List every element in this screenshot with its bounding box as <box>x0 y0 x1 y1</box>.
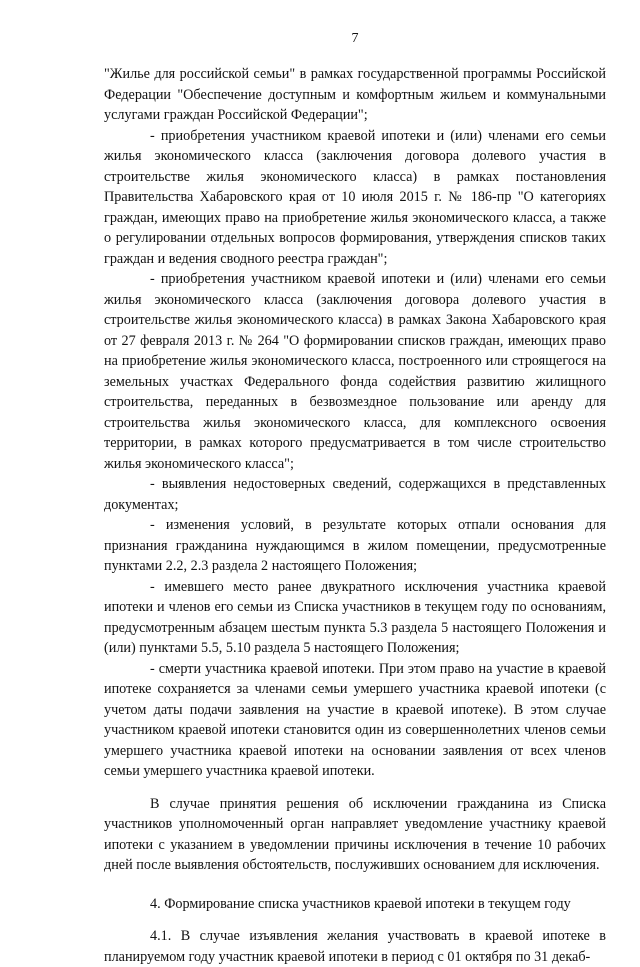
paragraph-7: - смерти участника краевой ипотеки. При этом право на участие в краевой ипотеке сохраняется за членами семьи умершего участника краевой ипотеки (с учетом даты подачи заявления на участие в краевой ипотеке). В этом случае участником краевой ипотеки становится один из совершеннолетних членов семьи умершего участника краевой ипотеки на основании заявления от всех членов семьи умершего участника краевой ипотеки. <box>104 660 606 779</box>
section-heading: 4. Формирование списка участников краевой ипотеки в текущем году <box>150 895 571 912</box>
paragraph-5: - изменения условий, в результате которых отпали основания для признания гражданина нуждающимся в жилом помещении, предусмотренные пунктами 2.2, 2.3 раздела 2 настоящего Положения; <box>104 517 606 574</box>
paragraph-2: - приобретения участником краевой ипотеки и (или) членами его семьи жилья экономического класса (заключения договора долевого участия в строительстве жилья экономического класса) в рамках постановления Правительства Хабаровского края от 10 июля 2015 г. № 186-пр "О категориях граждан, имеющих право на приобретение жилья экономического класса, а также о регулировании отдельных вопросов формирования, утверждения списков таких граждан и ведения сводного реестра граждан"; <box>104 127 606 267</box>
paragraph-1: "Жилье для российской семьи" в рамках государственной программы Российской Федерации "Обеспечение доступным и комфортным жильем и коммунальными услугами граждан Российской Федерации"; <box>104 66 606 123</box>
paragraph-6: - имевшего место ранее двукратного исключения участника краевой ипотеки и членов его семьи из Списка участников в текущем году по основаниям, предусмотренным абзацем шестым пункта 5.3 раздела 5 настоящего Положения и (или) пунктами 5.5, 5.10 раздела 5 настоящего Положения; <box>104 578 606 656</box>
page-number: 7 <box>351 31 359 46</box>
paragraph-8: В случае принятия решения об исключении гражданина из Списка участников уполномоченный орган направляет уведомление участнику краевой ипотеки с указанием в уведомлении причины исключения в течение 10 рабочих дней после выявления обстоятельств, послуживших основанием для исключения. <box>104 795 606 873</box>
section-paragraph: 4.1. В случае изъявления желания участвовать в краевой ипотеке в планируемом году участник краевой ипотеки в период с 01 октября по 31 декаб- <box>104 928 606 965</box>
paragraph-4: - выявления недостоверных сведений, содержащихся в представленных документах; <box>104 476 606 513</box>
paragraph-3: - приобретения участником краевой ипотеки и (или) членами его семьи жилья экономического класса (заключения договора долевого участия в строительстве жилья экономического класса) в рамках Закона Хабаровского края от 27 февраля 2013 г. № 264 "О формировании списков граждан, имеющих право на приобретение жилья экономического класса, построенного или строящегося на земельных участках Федерального фонда содействия развитию жилищного строительства, переданных в безвозмездное пользование или аренду для строительства жилья экономического класса, для комплексного освоения территории, в рамках которого предусматривается в том числе строительство жилья экономического класса"; <box>104 271 606 472</box>
